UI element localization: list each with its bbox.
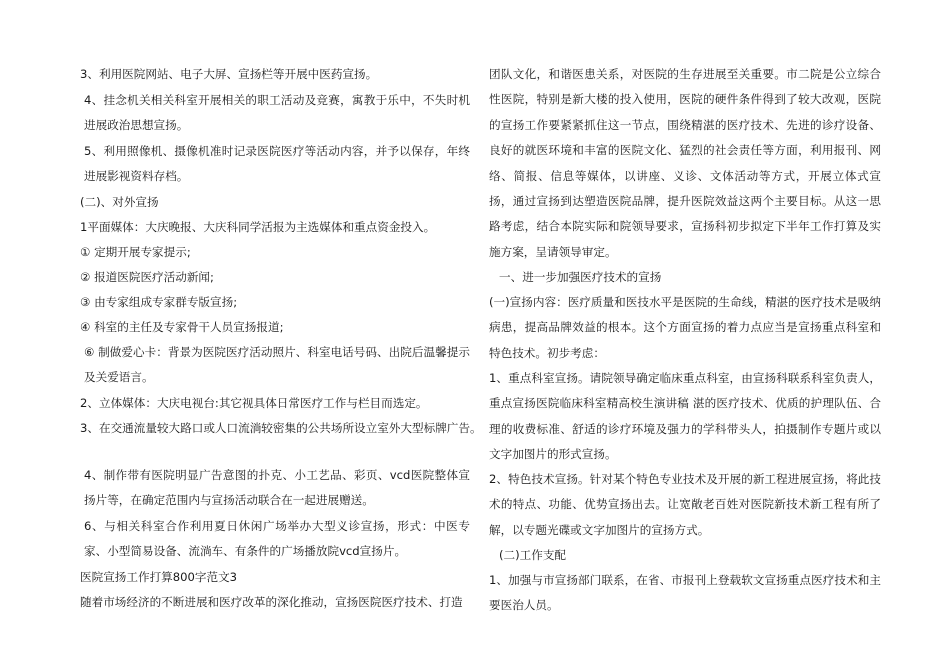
list-item: ② 报道医院医疗活动新闻; — [80, 270, 214, 284]
section-heading: 一、进一步加强医疗技术的宣扬 — [499, 270, 662, 284]
paragraph: 5、利用照像机、摄像机准时记录医院医疗等活动内容，并予以保存，年终进展影视资料存档。 — [84, 144, 470, 184]
article-title: 医院宣扬工作打算800字范文3 — [80, 570, 238, 584]
paragraph: 1平面媒体：大庆晚报、大庆科同学活报为主选媒体和重点资金投入。 — [80, 220, 436, 234]
paragraph: 4、挂念机关相关科室开展相关的职工活动及竞赛，寓教于乐中，不失时机进展政治思想宣扬。 — [84, 93, 470, 133]
list-item: ⑥ 制做爱心卡：背景为医院医疗活动照片、科室电话号码、出院后温馨提示及关爱语言。 — [84, 345, 470, 385]
list-item: ④ 科室的主任及专家骨干人员宣扬报道; — [80, 320, 284, 334]
paragraph: (一)宣扬内容：医疗质量和医技水平是医院的生命线，精湛的医疗技术是吸纳病患，提高品牌效益的根本。这个方面宣扬的着力点应当是宣扬重点科室和特色技术。初步考虑： — [489, 295, 881, 360]
paragraph: 1、加强与市宣扬部门联系，在省、市报刊上登载软文宣扬重点医疗技术和主要医治人员。 — [489, 573, 881, 613]
paragraph: 2、立体媒体：大庆电视台:其它视具体日常医疗工作与栏目而选定。 — [80, 396, 428, 410]
section-heading: (二)工作支配 — [499, 548, 567, 562]
paragraph: 随着市场经济的不断进展和医疗改革的深化推动，宣扬医院医疗技术、打造 — [80, 595, 463, 609]
paragraph: 6、与相关科室合作利用夏日休闲广场举办大型义诊宣扬，形式：中医专家、小型简易设备、流淌车、有条件的广场播放院vcd宣扬片。 — [84, 519, 470, 559]
section-heading: (二)、对外宣扬 — [80, 195, 159, 209]
paragraph: 1、重点科室宣扬。请院领导确定临床重点科室，由宣扬科联系科室负责人，重点宣扬医院临床科室精高校生演讲稿 湛的医疗技术、优质的护理队伍、合理的收费标准、舒适的诊疗环境及强力的学科带头人，拍摄制作专题片或以文字加图片的形式宣扬。 — [489, 371, 881, 462]
paragraph: 2、特色技术宣扬。针对某个特色专业技术及开展的新工程进展宣扬，将此技术的特点、功能、优势宣扬出去。让宽敞老百姓对医院新技术新工程有所了解，以专题光碟或文字加图片的宣扬方式。 — [489, 472, 881, 537]
paragraph: 3、利用医院网站、电子大屏、宣扬栏等开展中医药宣扬。 — [80, 67, 378, 81]
list-item: ③ 由专家组成专家群专版宣扬; — [80, 295, 238, 309]
list-item: ① 定期开展专家提示; — [80, 245, 191, 259]
paragraph: 团队文化，和谐医患关系，对医院的生存进展至关重要。市二院是公立综合性医院，特别是新大楼的投入使用，医院的硬件条件得到了较大改观，医院的宣扬工作要紧紧抓住这一节点，围绕精湛的医疗技术、先进的诊疗设备、良好的就医环境和丰富的医院文化、猛烈的社会责任等方面，利用报刊、网络、简报、信息等媒体，以讲座、义诊、文体活动等方式，开展立体式宣扬，通过宣扬到达塑造医院品牌，提升医院效益这两个主要目标。从这一思路考虑，结合本院实际和院领导要求，宣扬科初步拟定下半年工作打算及实施方案，呈请领导审定。 — [489, 67, 881, 259]
paragraph: 3、在交通流量较大路口或人口流淌较密集的公共场所设立室外大型标牌广告。 — [80, 421, 482, 435]
paragraph: 4、制作带有医院明显广告意图的扑克、小工艺品、彩页、vcd医院整体宣扬片等，在确定范围内与宣扬活动联合在一起进展赠送。 — [84, 468, 470, 508]
